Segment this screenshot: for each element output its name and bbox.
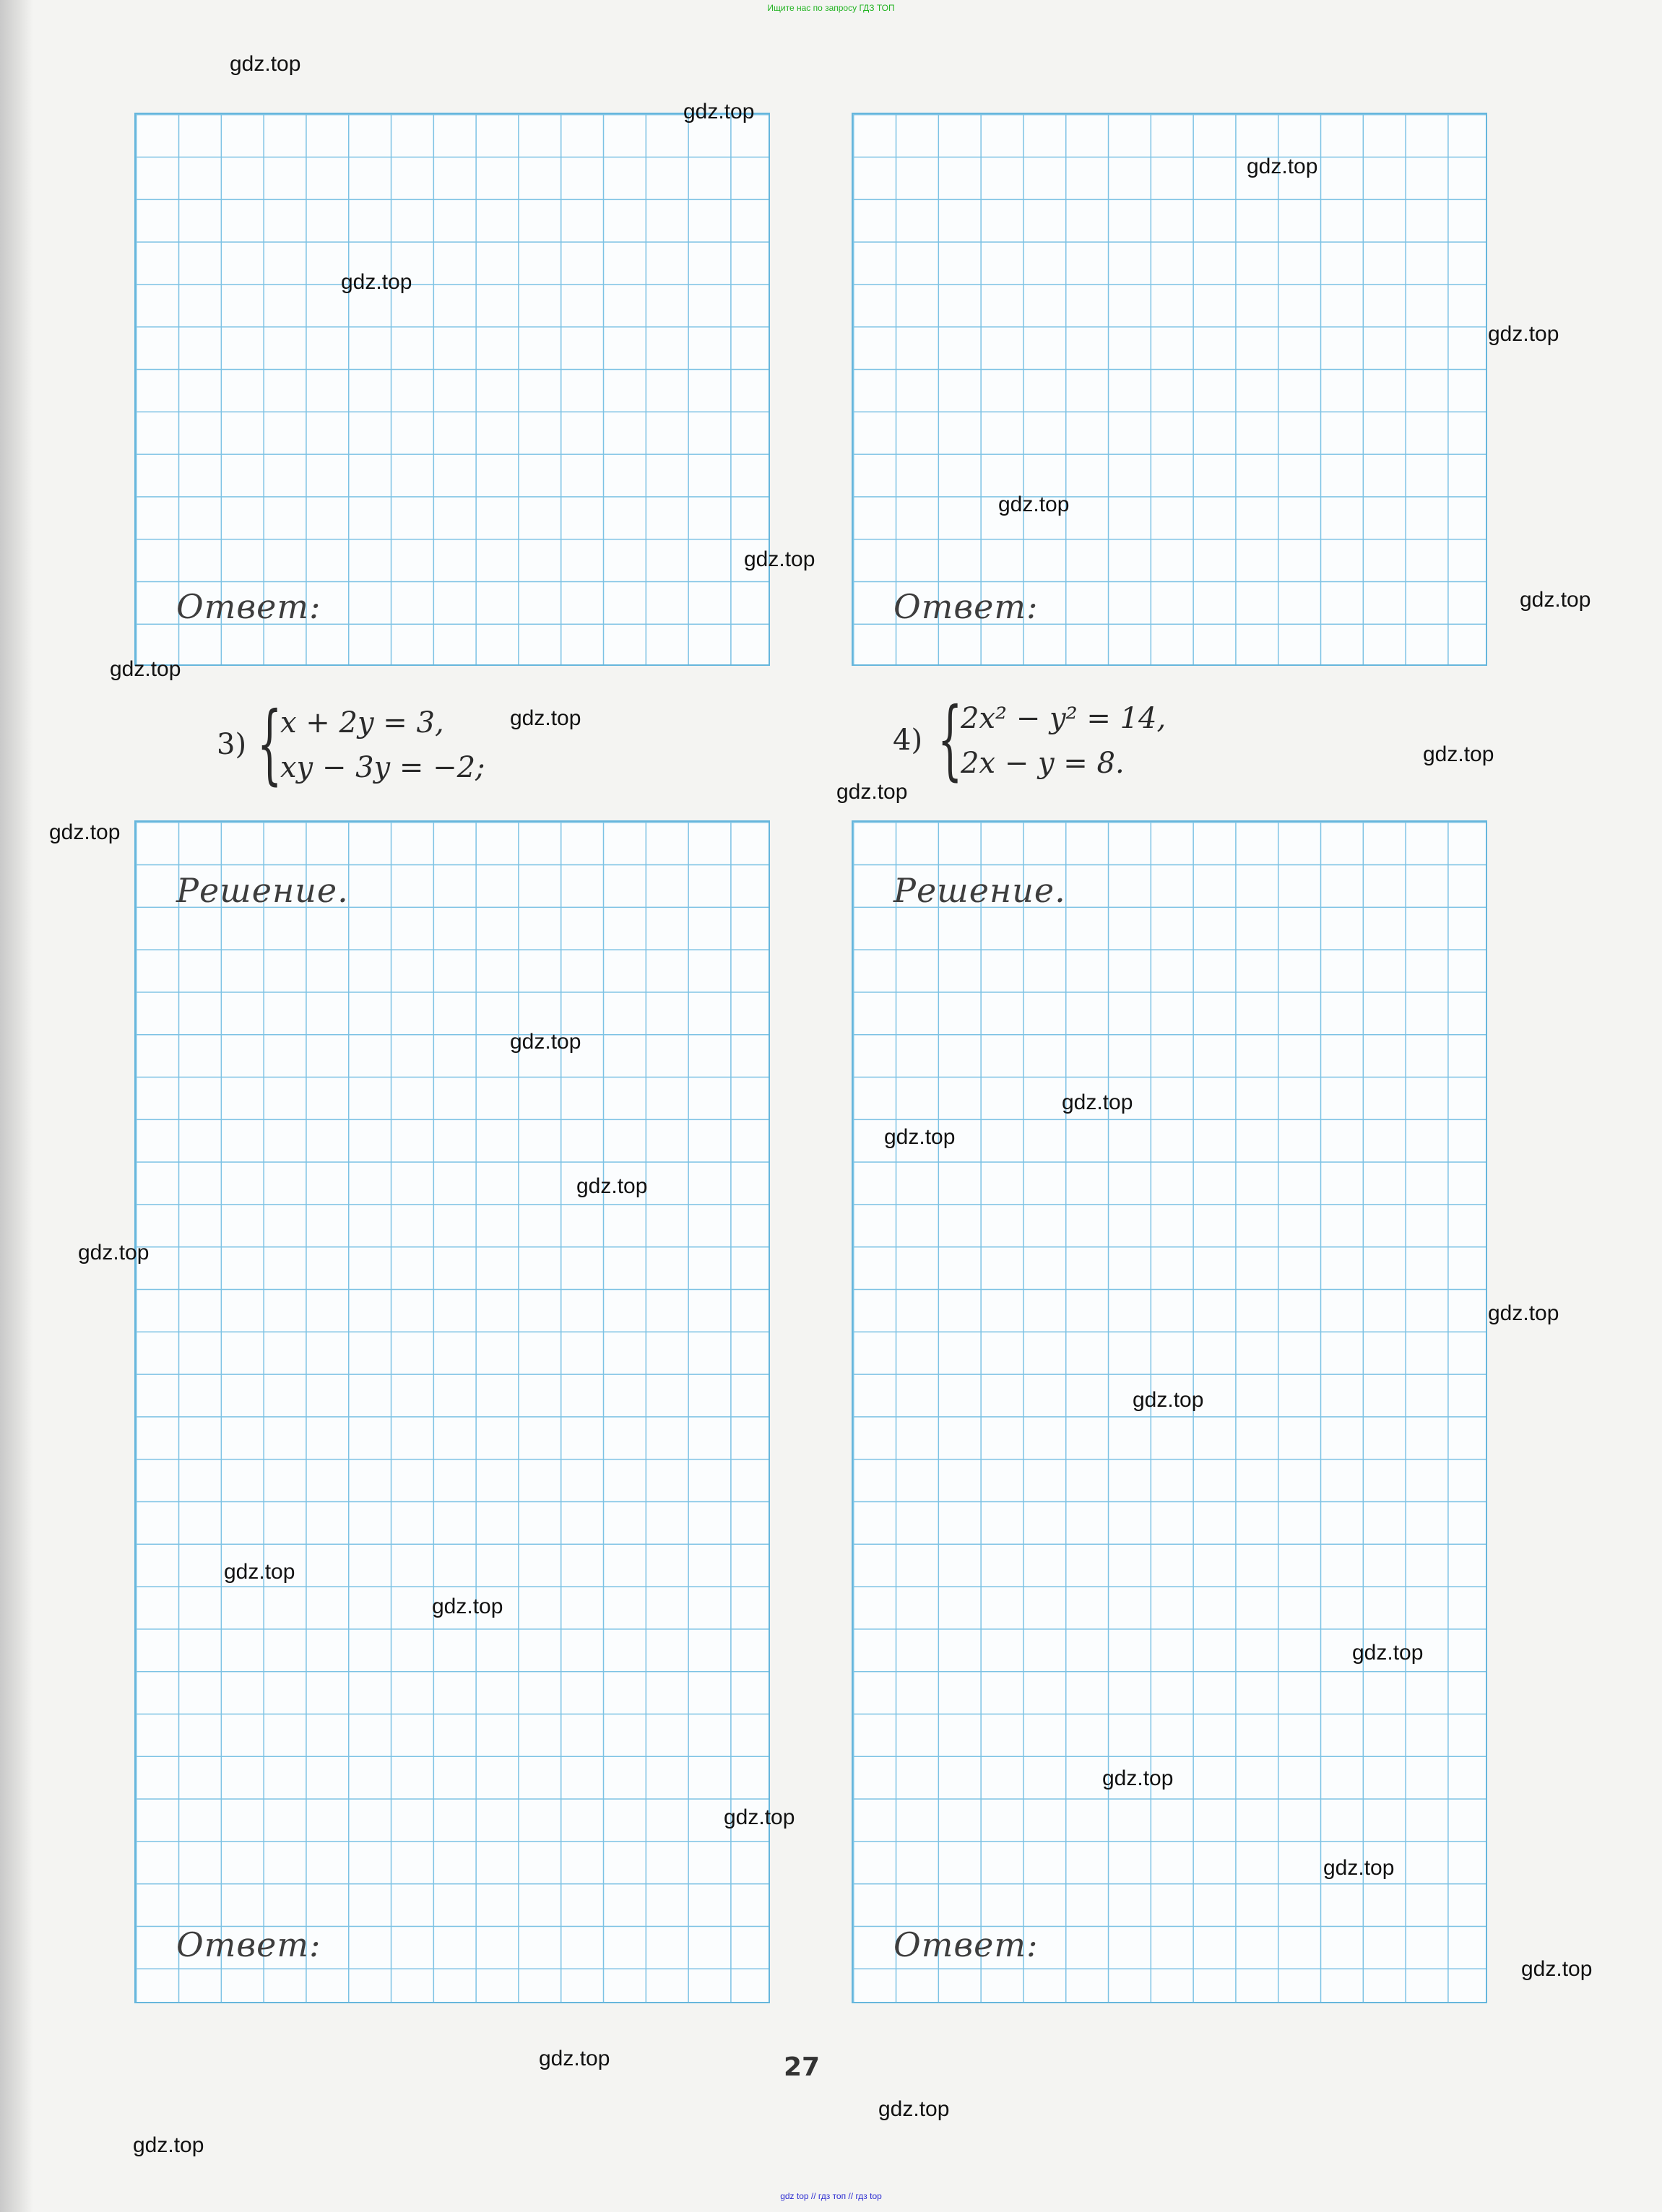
problem-3	[217, 694, 491, 794]
solution-label: Решение.	[893, 871, 1066, 910]
answer-label: Ответ:	[176, 587, 321, 626]
watermark: gdz.top	[1488, 322, 1559, 346]
watermark: gdz.top	[224, 1560, 295, 1584]
watermark: gdz.top	[78, 1241, 150, 1265]
system-brace: {	[257, 694, 282, 794]
problem-3-equation-2: xy − 3y = −2;	[280, 751, 485, 784]
answer-label: Ответ:	[176, 1925, 321, 1964]
footer-note: gdz top // гдз топ // гдз top	[780, 2191, 882, 2201]
grid-box-top-right	[852, 113, 1487, 666]
watermark: gdz.top	[133, 2133, 204, 2157]
answer-label: Ответ:	[893, 1925, 1039, 1964]
problem-4-equation-1: 2x² − y² = 14,	[961, 702, 1167, 735]
watermark: gdz.top	[998, 493, 1070, 516]
watermark: gdz.top	[1102, 1766, 1174, 1790]
watermark: gdz.top	[341, 270, 412, 294]
page-number: 27	[783, 2052, 821, 2082]
watermark: gdz.top	[510, 1030, 581, 1054]
watermark: gdz.top	[1062, 1090, 1133, 1114]
problem-4-equation-2: 2x − y = 8.	[961, 747, 1125, 780]
watermark: gdz.top	[576, 1174, 648, 1198]
watermark: gdz.top	[110, 657, 181, 681]
watermark: gdz.top	[1323, 1856, 1395, 1880]
watermark: gdz.top	[510, 706, 581, 730]
watermark: gdz.top	[49, 820, 121, 844]
watermark: gdz.top	[724, 1805, 795, 1829]
watermark: gdz.top	[1247, 155, 1318, 178]
grid-box-top-left	[134, 113, 770, 666]
solution-label: Решение.	[176, 871, 349, 910]
watermark: gdz.top	[432, 1595, 503, 1618]
watermark: gdz.top	[1423, 742, 1494, 766]
watermark: gdz.top	[836, 780, 908, 804]
watermark: gdz.top	[539, 2047, 610, 2070]
watermark: gdz.top	[884, 1125, 956, 1149]
page-spine-shadow	[0, 0, 33, 2212]
watermark: gdz.top	[1488, 1301, 1559, 1325]
problem-3-number: 3)	[217, 728, 247, 761]
header-note: Ищите нас по запросу ГДЗ ТОП	[767, 3, 895, 13]
watermark: gdz.top	[878, 2097, 950, 2121]
watermark: gdz.top	[1520, 588, 1591, 612]
watermark: gdz.top	[1133, 1388, 1204, 1412]
problem-4	[893, 690, 1196, 790]
watermark: gdz.top	[230, 52, 301, 76]
answer-label: Ответ:	[893, 587, 1039, 626]
system-brace: {	[938, 690, 963, 790]
grid-box-bottom-left	[134, 820, 770, 2003]
watermark: gdz.top	[1521, 1957, 1593, 1981]
watermark: gdz.top	[683, 100, 755, 123]
watermark: gdz.top	[744, 547, 815, 571]
problem-4-number: 4)	[893, 724, 923, 757]
watermark: gdz.top	[1352, 1641, 1424, 1665]
problem-3-equation-1: x + 2y = 3,	[280, 706, 444, 739]
